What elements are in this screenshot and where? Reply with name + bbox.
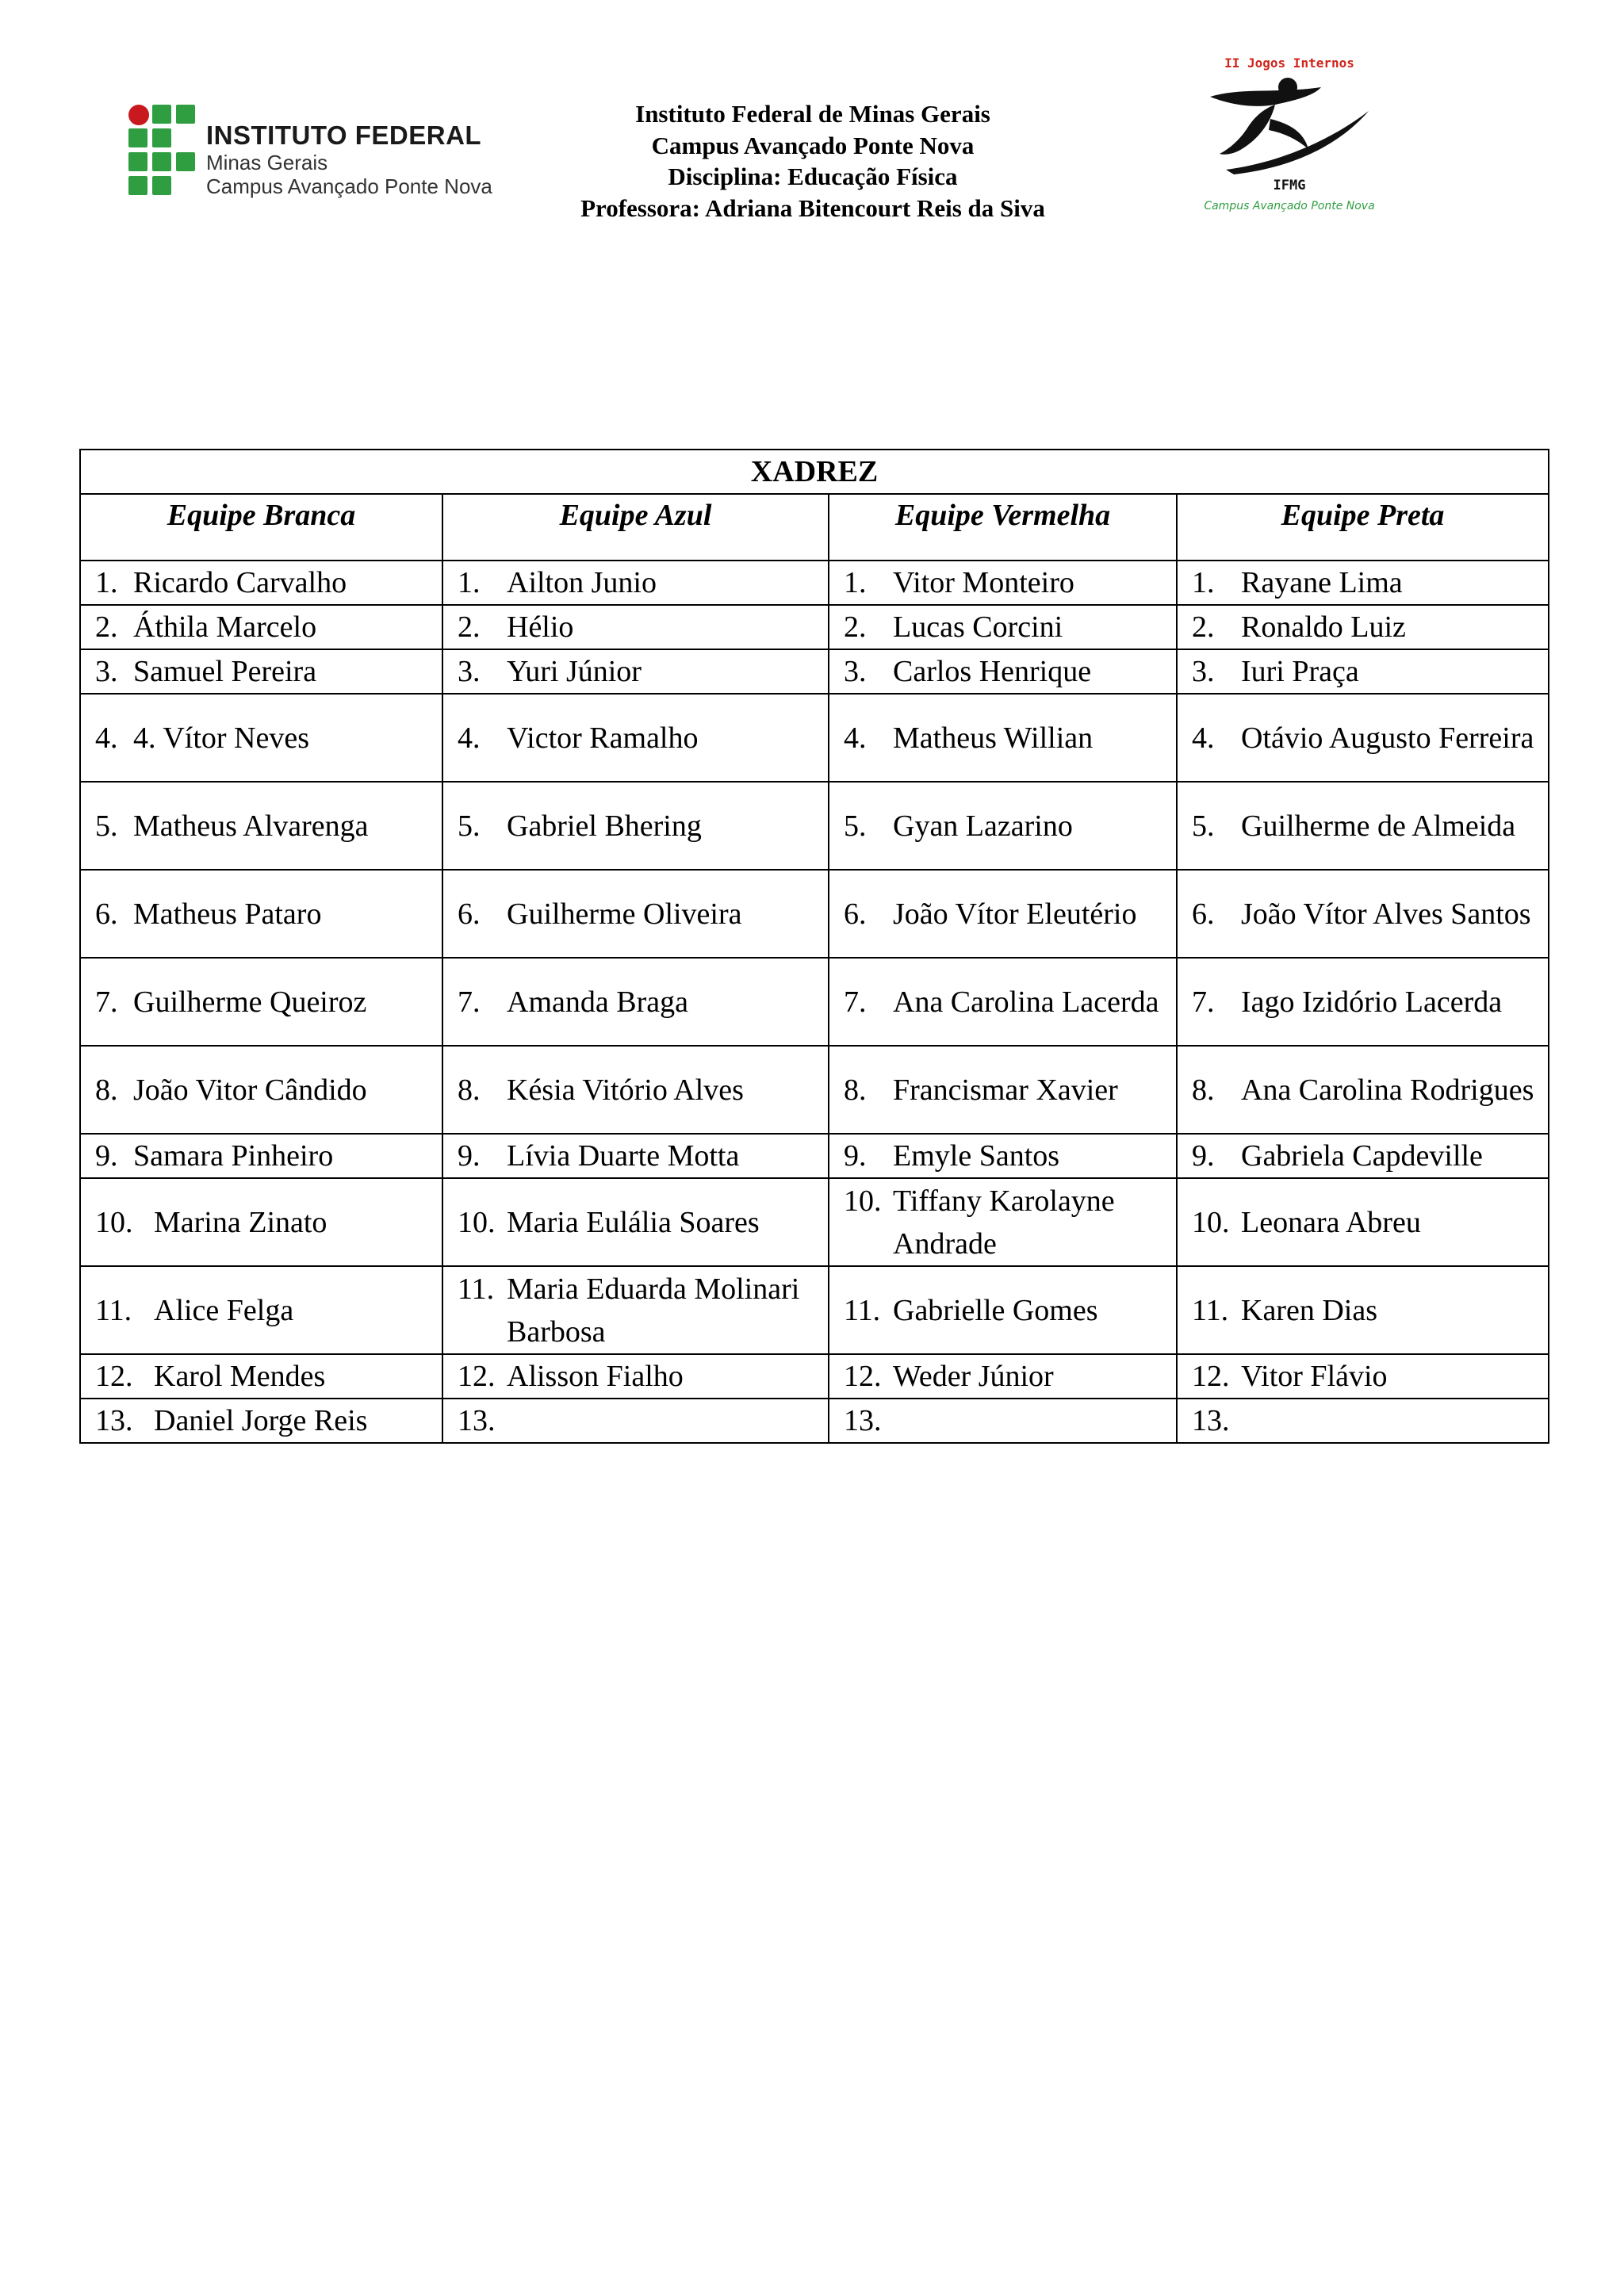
roster-cell-vermelha — [829, 694, 1177, 782]
player-name: Ronaldo Luiz — [1241, 610, 1406, 644]
team-header-vermelha: Equipe Vermelha — [829, 494, 1177, 561]
table-row — [80, 1354, 1549, 1399]
player-number: 3. — [95, 655, 118, 688]
player-number: 6. — [95, 897, 118, 931]
roster-cell-vermelha — [829, 1178, 1177, 1266]
table-row — [80, 694, 1549, 782]
logo-campus-text: Campus Avançado Ponte Nova — [206, 174, 492, 198]
player-number: 7. — [95, 985, 118, 1019]
player-name: Matheus Alvarenga — [133, 809, 369, 843]
roster-cell-branca — [80, 561, 442, 605]
player-name: Vitor Monteiro — [893, 566, 1074, 599]
player-number: 12. — [95, 1360, 133, 1393]
player-name: Emyle Santos — [893, 1139, 1060, 1173]
chess-roster-table — [79, 449, 1549, 1444]
table-row — [80, 1134, 1549, 1178]
player-name: Weder Júnior — [893, 1360, 1054, 1393]
player-number: 13. — [1192, 1404, 1230, 1437]
player-name: Carlos Henrique — [893, 655, 1092, 688]
table-row — [80, 782, 1549, 870]
player-number: 3. — [458, 655, 481, 688]
player-number: 8. — [844, 1073, 867, 1107]
roster-cell-branca — [80, 782, 442, 870]
player-name: Áthila Marcelo — [133, 610, 317, 644]
player-name: Hélio — [507, 610, 574, 644]
player-name: Gabriela Capdeville — [1241, 1139, 1483, 1173]
player-name: Késia Vitório Alves — [507, 1073, 744, 1107]
player-number: 7. — [844, 985, 867, 1019]
player-number: 10. — [95, 1205, 133, 1239]
player-name: Ana Carolina Lacerda — [893, 985, 1159, 1019]
player-number: 11. — [458, 1272, 495, 1306]
roster-cell-preta — [1177, 958, 1549, 1046]
roster-cell-preta — [1177, 561, 1549, 605]
player-name: Gabrielle Gomes — [893, 1293, 1098, 1327]
team-header-azul: Equipe Azul — [442, 494, 829, 561]
roster-cell-azul — [442, 782, 829, 870]
roster-cell-azul — [442, 694, 829, 782]
player-name: Maria Eduarda Molinari Barbosa — [507, 1272, 800, 1349]
jogos-internos-logo — [1194, 52, 1385, 224]
roster-cell-branca — [80, 605, 442, 649]
ifmg-logo-mark-icon — [128, 105, 195, 197]
roster-cell-azul — [442, 1046, 829, 1134]
player-number: 3. — [844, 655, 867, 688]
player-number: 2. — [95, 610, 118, 644]
roster-cell-preta — [1177, 1134, 1549, 1178]
player-name: Gyan Lazarino — [893, 809, 1073, 843]
player-name: Matheus Pataro — [133, 897, 322, 931]
logo-acronym-text: IFMG — [1273, 178, 1306, 193]
player-name: Lucas Corcini — [893, 610, 1063, 644]
table-row — [80, 958, 1549, 1046]
player-number: 9. — [844, 1139, 867, 1173]
roster-cell-branca — [80, 1266, 442, 1354]
header-institution: Instituto Federal de Minas Gerais — [635, 100, 990, 128]
roster-cell-azul — [442, 870, 829, 958]
player-number: 2. — [844, 610, 867, 644]
player-name: Tiffany Karolayne Andrade — [893, 1184, 1115, 1261]
player-number: 2. — [458, 610, 481, 644]
roster-cell-branca — [80, 870, 442, 958]
roster-cell-azul — [442, 605, 829, 649]
player-number: 7. — [458, 985, 481, 1019]
roster-cell-preta — [1177, 870, 1549, 958]
roster-cell-branca — [80, 958, 442, 1046]
player-name: Maria Eulália Soares — [507, 1205, 760, 1239]
player-number: 1. — [844, 566, 867, 599]
header-discipline: Disciplina: Educação Física — [668, 163, 958, 190]
roster-cell-vermelha — [829, 1354, 1177, 1399]
player-name: Alisson Fialho — [507, 1360, 684, 1393]
player-number: 6. — [458, 897, 481, 931]
roster-cell-azul — [442, 958, 829, 1046]
table-row — [80, 1178, 1549, 1266]
roster-cell-azul — [442, 1178, 829, 1266]
player-number: 12. — [458, 1360, 496, 1393]
table-row — [80, 649, 1549, 694]
player-number: 11. — [1192, 1293, 1229, 1327]
player-number: 4. — [844, 721, 867, 755]
roster-cell-vermelha — [829, 782, 1177, 870]
roster-cell-preta — [1177, 649, 1549, 694]
player-number: 5. — [458, 809, 481, 843]
player-name: Karen Dias — [1241, 1293, 1377, 1327]
header-campus: Campus Avançado Ponte Nova — [651, 131, 975, 159]
roster-cell-vermelha — [829, 870, 1177, 958]
player-number: 4. — [458, 721, 481, 755]
table-row — [80, 1266, 1549, 1354]
player-name: Guilherme Queiroz — [133, 985, 367, 1019]
roster-cell-preta — [1177, 1399, 1549, 1443]
roster-cell-preta — [1177, 1354, 1549, 1399]
roster-cell-azul — [442, 649, 829, 694]
player-name: João Vitor Cândido — [133, 1073, 367, 1107]
roster-cell-preta — [1177, 1178, 1549, 1266]
roster-cell-branca — [80, 1134, 442, 1178]
logo-campus-green-text: Campus Avançado Ponte Nova — [1204, 200, 1375, 212]
player-number: 13. — [95, 1404, 133, 1437]
roster-cell-preta — [1177, 782, 1549, 870]
player-number: 6. — [1192, 897, 1215, 931]
player-name: Karol Mendes — [154, 1360, 326, 1393]
roster-cell-branca — [80, 649, 442, 694]
roster-cell-preta — [1177, 1266, 1549, 1354]
player-number: 13. — [458, 1404, 496, 1437]
table-row — [80, 1399, 1549, 1443]
ifmg-logo — [128, 105, 501, 200]
player-number: 8. — [1192, 1073, 1215, 1107]
player-name: João Vítor Alves Santos — [1241, 897, 1531, 931]
player-number: 5. — [95, 809, 118, 843]
player-number: 8. — [95, 1073, 118, 1107]
roster-cell-vermelha — [829, 605, 1177, 649]
roster-cell-azul — [442, 1354, 829, 1399]
player-number: 12. — [1192, 1360, 1230, 1393]
roster-cell-branca — [80, 1046, 442, 1134]
player-name: Ricardo Carvalho — [133, 566, 347, 599]
roster-cell-vermelha — [829, 1046, 1177, 1134]
player-name: Lívia Duarte Motta — [507, 1139, 740, 1173]
player-name: Leonara Abreu — [1241, 1205, 1421, 1239]
runner-figure-icon — [1202, 76, 1377, 179]
roster-cell-branca — [80, 1178, 442, 1266]
roster-cell-azul — [442, 1134, 829, 1178]
player-name: 4. Vítor Neves — [133, 721, 309, 755]
document-header — [476, 98, 1150, 224]
player-number: 9. — [458, 1139, 481, 1173]
player-name: Victor Ramalho — [507, 721, 699, 755]
player-name: Samuel Pereira — [133, 655, 317, 688]
player-number: 4. — [95, 721, 118, 755]
player-number: 7. — [1192, 985, 1215, 1019]
player-number: 1. — [458, 566, 481, 599]
player-name: Daniel Jorge Reis — [154, 1404, 368, 1437]
roster-cell-preta — [1177, 605, 1549, 649]
player-name: Gabriel Bhering — [507, 809, 702, 843]
table-row — [80, 870, 1549, 958]
roster-cell-preta — [1177, 1046, 1549, 1134]
roster-cell-azul — [442, 1266, 829, 1354]
roster-cell-preta — [1177, 694, 1549, 782]
player-number: 10. — [458, 1205, 496, 1239]
player-name: Marina Zinato — [154, 1205, 327, 1239]
roster-cell-branca — [80, 1399, 442, 1443]
player-name: Iuri Praça — [1241, 655, 1359, 688]
player-name: Ana Carolina Rodrigues — [1241, 1073, 1534, 1107]
player-name: Samara Pinheiro — [133, 1139, 334, 1173]
roster-cell-branca — [80, 694, 442, 782]
player-number: 11. — [95, 1293, 132, 1327]
logo-brand-text: INSTITUTO FEDERAL — [206, 121, 482, 150]
roster-cell-vermelha — [829, 1399, 1177, 1443]
logo-event-text: II Jogos Internos — [1224, 55, 1354, 71]
team-header-preta: Equipe Preta — [1177, 494, 1549, 561]
player-name: Alice Felga — [154, 1293, 294, 1327]
player-name: Yuri Júnior — [507, 655, 642, 688]
player-name: Amanda Braga — [507, 985, 688, 1019]
table-row — [80, 561, 1549, 605]
player-name: Iago Izidório Lacerda — [1241, 985, 1503, 1019]
player-number: 10. — [1192, 1205, 1230, 1239]
player-name: Ailton Junio — [507, 566, 657, 599]
player-name: Francismar Xavier — [893, 1073, 1118, 1107]
roster-cell-azul — [442, 561, 829, 605]
roster-cell-vermelha — [829, 1266, 1177, 1354]
player-name: Rayane Lima — [1241, 566, 1403, 599]
player-number: 10. — [844, 1184, 882, 1218]
header-teacher: Professora: Adriana Bitencourt Reis da Siva — [580, 193, 1045, 222]
roster-cell-vermelha — [829, 561, 1177, 605]
player-number: 9. — [1192, 1139, 1215, 1173]
player-number: 6. — [844, 897, 867, 931]
team-header-branca: Equipe Branca — [80, 494, 442, 561]
player-number: 2. — [1192, 610, 1215, 644]
player-number: 5. — [844, 809, 867, 843]
table-row — [80, 1046, 1549, 1134]
roster-cell-vermelha — [829, 958, 1177, 1046]
player-number: 1. — [95, 566, 118, 599]
table-row — [80, 605, 1549, 649]
player-number: 4. — [1192, 721, 1215, 755]
logo-state-text: Minas Gerais — [206, 151, 328, 174]
roster-cell-branca — [80, 1354, 442, 1399]
table-title: XADREZ — [80, 450, 1549, 494]
roster-cell-vermelha — [829, 649, 1177, 694]
roster-cell-vermelha — [829, 1134, 1177, 1178]
player-number: 3. — [1192, 655, 1215, 688]
player-name: Guilherme de Almeida — [1241, 809, 1516, 843]
player-number: 5. — [1192, 809, 1215, 843]
player-name: Guilherme Oliveira — [507, 897, 742, 931]
player-name: Vitor Flávio — [1241, 1360, 1388, 1393]
player-number: 13. — [844, 1404, 882, 1437]
player-number: 8. — [458, 1073, 481, 1107]
player-number: 11. — [844, 1293, 881, 1327]
player-name: João Vítor Eleutério — [893, 897, 1137, 931]
player-number: 9. — [95, 1139, 118, 1173]
player-number: 1. — [1192, 566, 1215, 599]
player-name: Matheus Willian — [893, 721, 1094, 755]
roster-body — [80, 561, 1549, 1443]
player-number: 12. — [844, 1360, 882, 1393]
roster-cell-azul — [442, 1399, 829, 1443]
player-name: Otávio Augusto Ferreira — [1241, 721, 1534, 755]
